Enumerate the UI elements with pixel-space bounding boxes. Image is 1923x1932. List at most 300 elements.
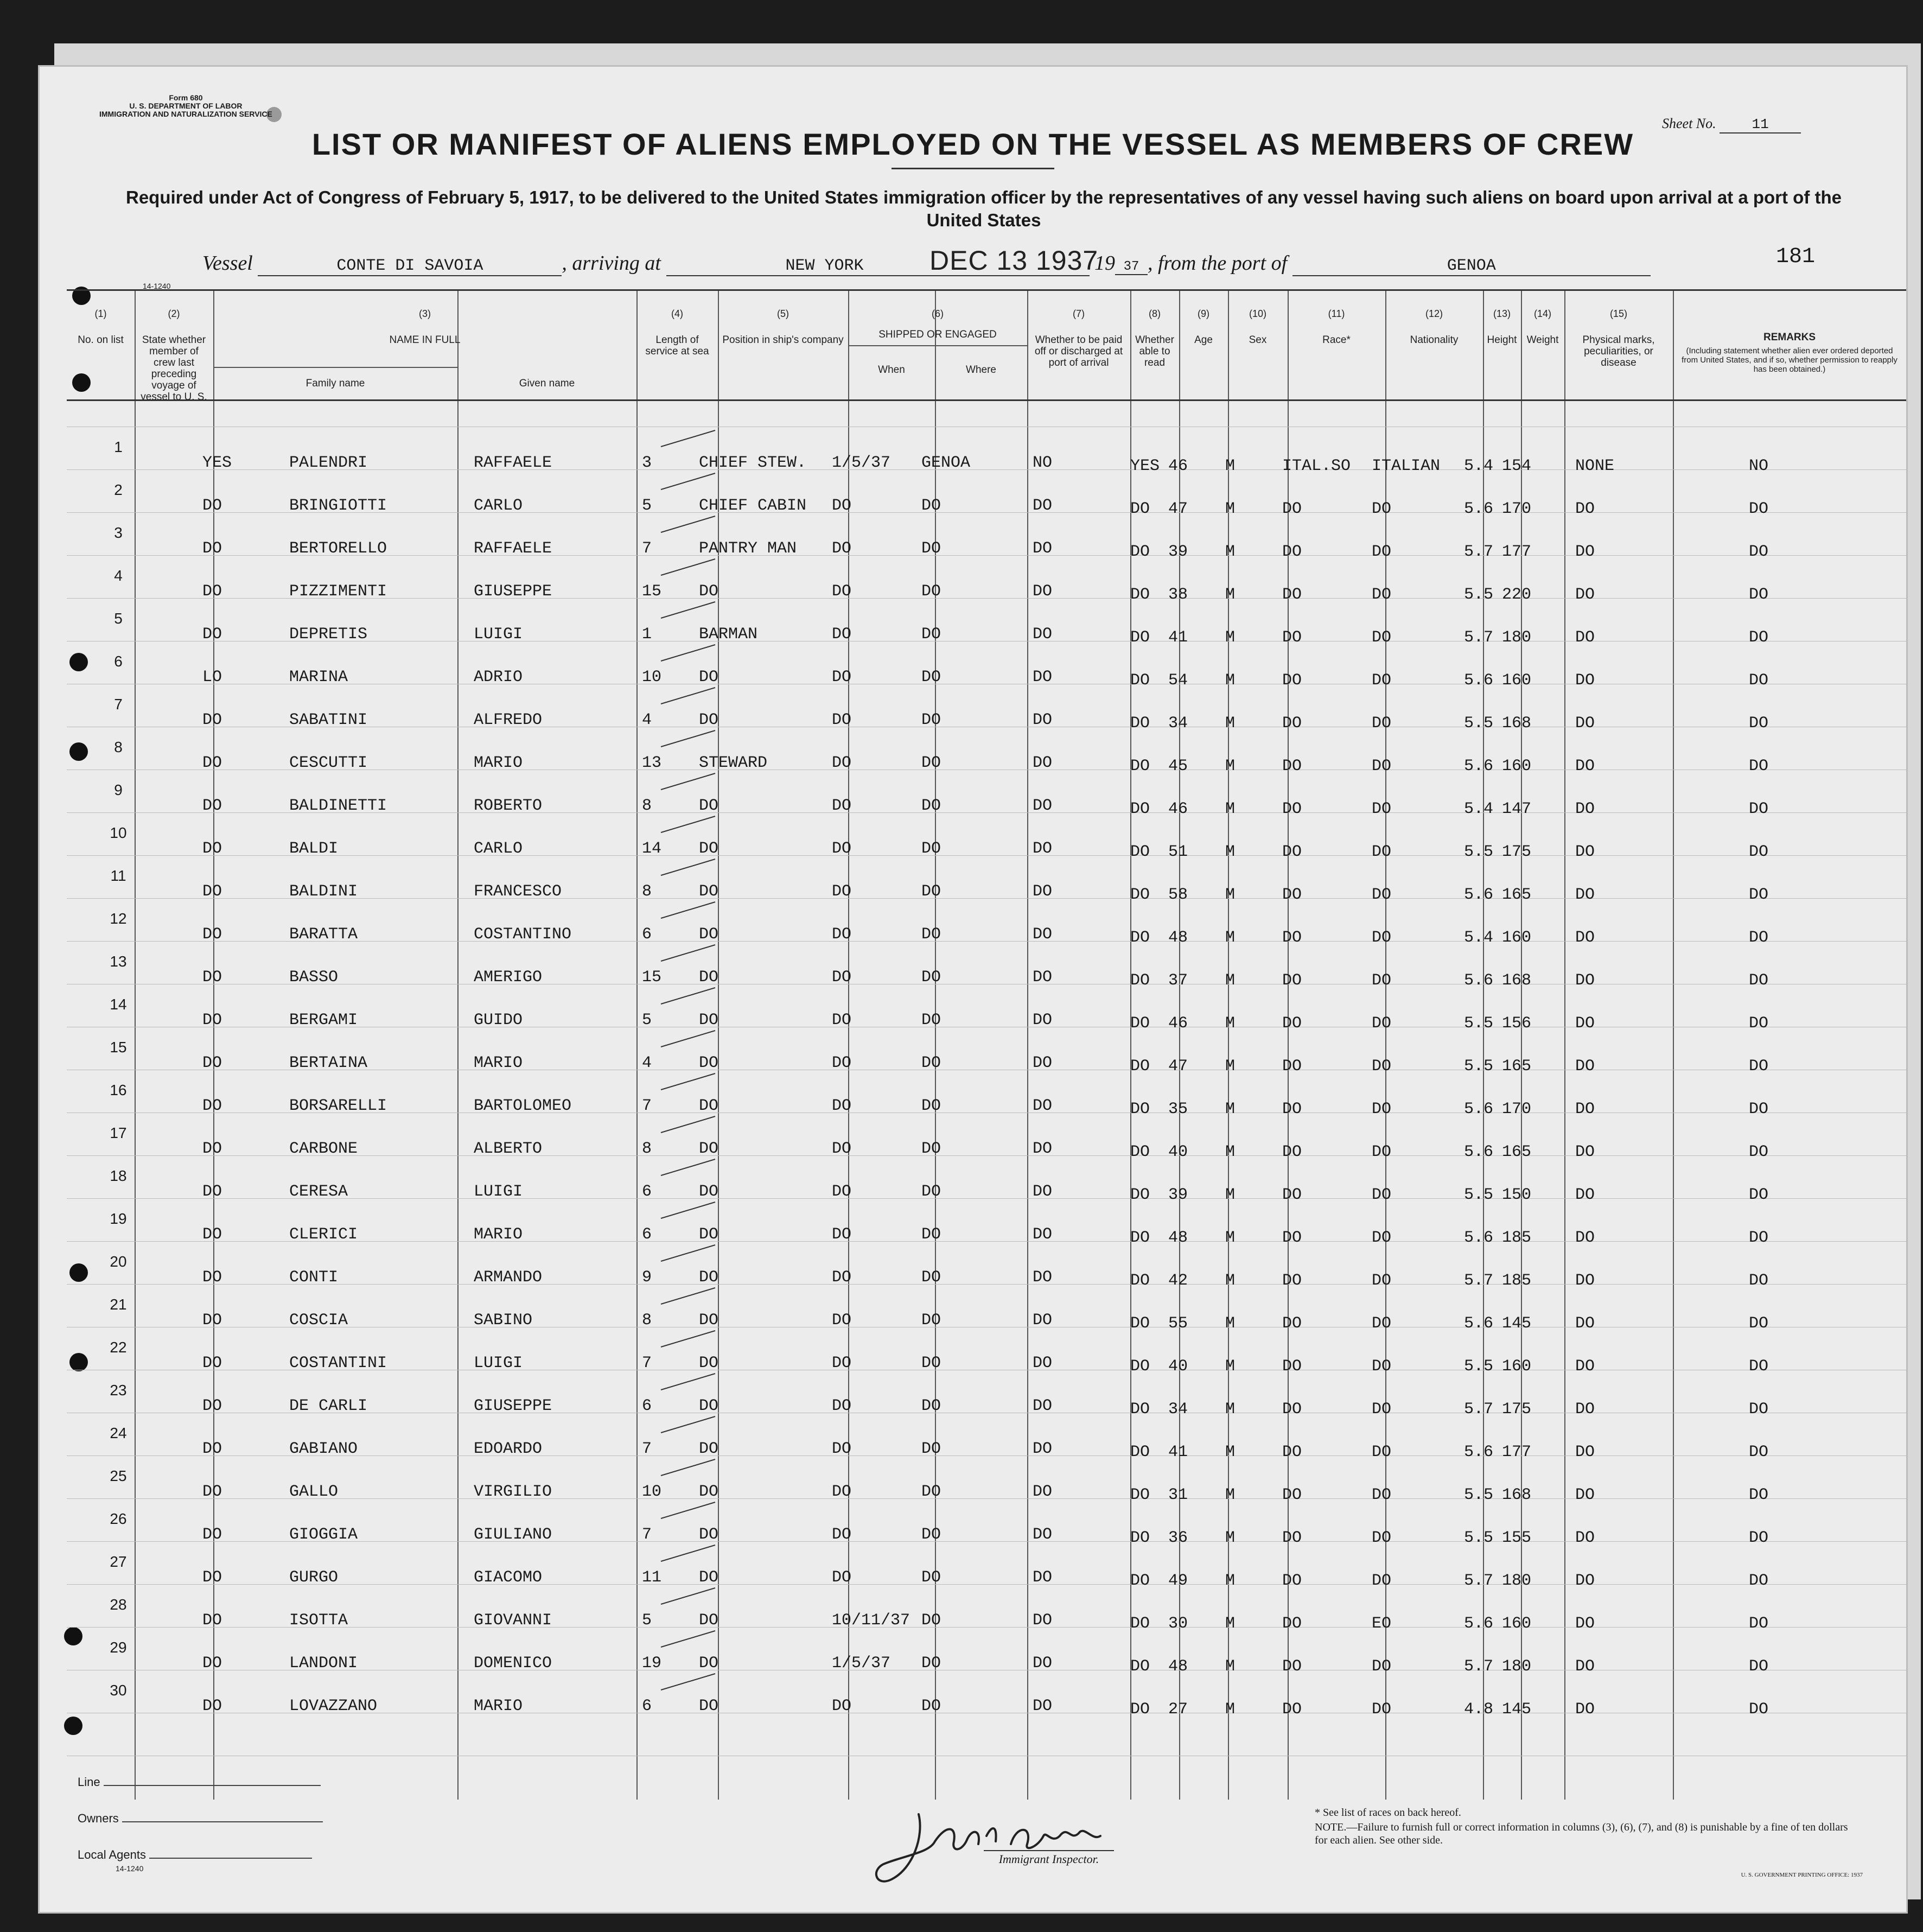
paid-cell: DO	[1033, 1483, 1053, 1501]
age-cell: 40	[1168, 1357, 1188, 1376]
col-race-header-number: (11)	[1328, 308, 1345, 319]
from-label: , from the port of	[1148, 252, 1288, 275]
col-remarks-header: REMARKS	[1763, 332, 1816, 343]
col-no-header-number: (1)	[94, 308, 107, 319]
height-cell: 5.5	[1464, 714, 1494, 733]
age-cell: 46	[1168, 800, 1188, 818]
given-name-cell: ADRIO	[474, 668, 523, 687]
position-cell: DO	[699, 968, 719, 987]
physical-cell: DO	[1575, 628, 1595, 647]
sex-cell: M	[1225, 671, 1236, 690]
col-family-name-header: Family name	[305, 378, 365, 389]
position-cell: PANTRY MAN	[699, 539, 797, 558]
family-name-cell: CARBONE	[289, 1140, 358, 1158]
nationality-cell: DO	[1372, 500, 1392, 518]
length-cell: 6	[642, 1697, 652, 1715]
printing-office: U. S. GOVERNMENT PRINTING OFFICE: 1937	[1741, 1872, 1863, 1878]
column-divider	[1673, 291, 1674, 1800]
length-cell: 15	[642, 968, 662, 987]
age-cell: 38	[1168, 586, 1188, 604]
weight-cell: 170	[1502, 1100, 1532, 1118]
nationality-cell: DO	[1372, 1057, 1392, 1076]
agents-label: Local Agents	[78, 1848, 146, 1861]
remarks-cell: DO	[1749, 1143, 1769, 1161]
nationality-cell: DO	[1372, 800, 1392, 818]
given-name-cell: LUIGI	[474, 1354, 523, 1372]
position-cell: DO	[699, 1526, 719, 1544]
age-cell: 41	[1168, 1443, 1188, 1461]
remarks-cell: DO	[1749, 671, 1769, 690]
col-height-header: Height	[1487, 334, 1517, 346]
sex-cell: M	[1225, 714, 1236, 733]
height-cell: 5.4	[1464, 457, 1494, 475]
when-cell: DO	[832, 582, 852, 601]
sex-cell: M	[1225, 1657, 1236, 1676]
position-cell: DO	[699, 925, 719, 944]
nationality-cell: DO	[1372, 1314, 1392, 1333]
when-cell: DO	[832, 797, 852, 815]
family-name-cell: MARINA	[289, 668, 348, 687]
length-cell: 14	[642, 840, 662, 858]
remarks-cell: DO	[1749, 1400, 1769, 1419]
col-weight-header-number: (14)	[1533, 308, 1551, 319]
remarks-cell: DO	[1749, 1314, 1769, 1333]
check-mark-icon	[658, 1414, 718, 1435]
age-cell: 51	[1168, 843, 1188, 861]
weight-cell: 165	[1502, 886, 1532, 904]
title-rule	[892, 168, 1054, 169]
height-cell: 5.6	[1464, 1143, 1494, 1161]
row-number: 9	[114, 781, 123, 798]
when-cell: DO	[832, 1054, 852, 1072]
read-cell: DO	[1130, 1443, 1150, 1461]
where-cell: DO	[921, 582, 941, 601]
sex-cell: M	[1225, 457, 1236, 475]
state-cell: DO	[202, 1440, 222, 1458]
row-number: 4	[114, 567, 123, 584]
physical-cell: DO	[1575, 500, 1595, 518]
state-cell: DO	[202, 882, 222, 901]
race-cell: DO	[1282, 1314, 1302, 1333]
header-divider	[67, 399, 1906, 401]
col-name-header-number: (3)	[419, 308, 431, 319]
column-divider	[636, 291, 638, 1800]
family-name-cell: ISOTTA	[289, 1611, 348, 1630]
state-cell: DO	[202, 711, 222, 729]
state-cell: DO	[202, 497, 222, 515]
age-cell: 48	[1168, 929, 1188, 947]
read-cell: DO	[1130, 671, 1150, 690]
sex-cell: M	[1225, 1057, 1236, 1076]
nationality-cell: DO	[1372, 714, 1392, 733]
paid-cell: DO	[1033, 1183, 1053, 1201]
nationality-cell: EO	[1372, 1615, 1392, 1633]
remarks-cell: DO	[1749, 1057, 1769, 1076]
age-cell: 31	[1168, 1486, 1188, 1504]
paid-cell: DO	[1033, 1568, 1053, 1587]
sex-cell: M	[1225, 1314, 1236, 1333]
race-cell: DO	[1282, 1615, 1302, 1633]
physical-cell: DO	[1575, 1057, 1595, 1076]
given-name-cell: MARIO	[474, 1697, 523, 1715]
sex-cell: M	[1225, 628, 1236, 647]
vessel-label: Vessel	[202, 252, 253, 275]
col-sex-header-number: (10)	[1249, 308, 1266, 319]
given-name-cell: BARTOLOMEO	[474, 1097, 572, 1115]
col-weight-header: Weight	[1526, 334, 1559, 346]
nationality-cell: DO	[1372, 929, 1392, 947]
weight-cell: 185	[1502, 1229, 1532, 1247]
physical-cell: DO	[1575, 1486, 1595, 1504]
sex-cell: M	[1225, 800, 1236, 818]
height-cell: 5.5	[1464, 1014, 1494, 1033]
length-cell: 6	[642, 1183, 652, 1201]
row-number: 12	[110, 910, 127, 927]
paid-cell: DO	[1033, 668, 1053, 687]
age-cell: 47	[1168, 500, 1188, 518]
sex-cell: M	[1225, 1100, 1236, 1118]
state-cell: DO	[202, 1654, 222, 1673]
line-field	[104, 1785, 321, 1786]
paid-cell: DO	[1033, 968, 1053, 987]
paid-cell: DO	[1033, 754, 1053, 772]
nationality-cell: DO	[1372, 1572, 1392, 1590]
given-name-cell: GIOVANNI	[474, 1611, 552, 1630]
race-cell: DO	[1282, 586, 1302, 604]
when-cell: 10/11/37	[832, 1611, 910, 1630]
where-cell: DO	[921, 497, 941, 515]
length-cell: 15	[642, 582, 662, 601]
family-name-cell: PALENDRI	[289, 454, 368, 472]
race-cell: DO	[1282, 500, 1302, 518]
length-cell: 10	[642, 668, 662, 687]
from-port: GENOA	[1292, 257, 1651, 276]
when-cell: DO	[832, 539, 852, 558]
read-cell: DO	[1130, 543, 1150, 561]
where-cell: DO	[921, 925, 941, 944]
row-rule	[67, 1498, 1906, 1499]
given-name-cell: MARIO	[474, 1225, 523, 1244]
state-cell: LO	[202, 668, 222, 687]
race-cell: DO	[1282, 1657, 1302, 1676]
given-name-cell: RAFFAELE	[474, 454, 552, 472]
weight-cell: 160	[1502, 757, 1532, 776]
check-mark-icon	[658, 1114, 718, 1135]
when-cell: DO	[832, 968, 852, 987]
remarks-cell: DO	[1749, 757, 1769, 776]
where-cell: DO	[921, 625, 941, 644]
form-code-top: 14-1240	[143, 282, 171, 290]
family-name-cell: BERTORELLO	[289, 539, 387, 558]
read-cell: DO	[1130, 1229, 1150, 1247]
position-cell: DO	[699, 1697, 719, 1715]
sheet-number-label: Sheet No.	[1662, 116, 1716, 131]
nationality-cell: DO	[1372, 1657, 1392, 1676]
read-cell: DO	[1130, 1014, 1150, 1033]
row-number: 20	[110, 1253, 127, 1270]
age-cell: 55	[1168, 1314, 1188, 1333]
read-cell: DO	[1130, 1357, 1150, 1376]
length-cell: 4	[642, 1054, 652, 1072]
given-name-cell: GIULIANO	[474, 1526, 552, 1544]
remarks-cell: DO	[1749, 971, 1769, 990]
where-cell: DO	[921, 1440, 941, 1458]
row-number: 22	[110, 1339, 127, 1356]
length-cell: 8	[642, 797, 652, 815]
read-cell: DO	[1130, 586, 1150, 604]
age-cell: 48	[1168, 1657, 1188, 1676]
where-cell: DO	[921, 539, 941, 558]
row-number: 5	[114, 610, 123, 627]
when-cell: DO	[832, 1483, 852, 1501]
col-age-header: Age	[1194, 334, 1213, 346]
row-number: 24	[110, 1425, 127, 1441]
row-number: 26	[110, 1510, 127, 1527]
age-cell: 36	[1168, 1529, 1188, 1547]
read-cell: DO	[1130, 714, 1150, 733]
state-cell: DO	[202, 1183, 222, 1201]
paid-cell: DO	[1033, 1611, 1053, 1630]
paid-cell: DO	[1033, 1225, 1053, 1244]
col-read-header: Whether able to read	[1135, 334, 1174, 368]
race-cell: DO	[1282, 757, 1302, 776]
row-number: 21	[110, 1296, 127, 1313]
weight-cell: 145	[1502, 1314, 1532, 1333]
state-cell: DO	[202, 1054, 222, 1072]
check-mark-icon	[658, 428, 718, 449]
family-name-cell: BALDINI	[289, 882, 358, 901]
state-cell: DO	[202, 1225, 222, 1244]
when-cell: DO	[832, 840, 852, 858]
state-cell: DO	[202, 1697, 222, 1715]
height-cell: 5.7	[1464, 543, 1494, 561]
sex-cell: M	[1225, 1272, 1236, 1290]
paid-cell: DO	[1033, 882, 1053, 901]
sex-cell: M	[1225, 1357, 1236, 1376]
race-cell: DO	[1282, 1057, 1302, 1076]
when-cell: DO	[832, 668, 852, 687]
race-cell: DO	[1282, 1572, 1302, 1590]
where-cell: DO	[921, 1183, 941, 1201]
given-name-cell: GUIDO	[474, 1011, 523, 1029]
physical-cell: DO	[1575, 886, 1595, 904]
state-cell: DO	[202, 1526, 222, 1544]
paid-cell: DO	[1033, 497, 1053, 515]
col-state-header: State whether member of crew last preceding voyage of vessel to U. S.	[141, 334, 207, 403]
when-cell: DO	[832, 625, 852, 644]
physical-cell: DO	[1575, 1700, 1595, 1719]
inspector-signature-block	[854, 1793, 1136, 1901]
height-cell: 5.5	[1464, 1486, 1494, 1504]
check-mark-icon	[658, 599, 718, 621]
read-cell: DO	[1130, 1272, 1150, 1290]
row-number: 8	[114, 739, 123, 755]
col-shipped-header: SHIPPED OR ENGAGED	[878, 329, 997, 340]
race-cell: DO	[1282, 929, 1302, 947]
length-cell: 8	[642, 1311, 652, 1330]
length-cell: 19	[642, 1654, 662, 1673]
nationality-cell: DO	[1372, 671, 1392, 690]
height-cell: 5.6	[1464, 500, 1494, 518]
date-stamp: DEC 13 1937	[929, 245, 1099, 276]
check-mark-icon	[658, 1328, 718, 1350]
check-mark-icon	[658, 471, 718, 492]
state-cell: DO	[202, 582, 222, 601]
read-cell: DO	[1130, 800, 1150, 818]
height-cell: 5.5	[1464, 1186, 1494, 1204]
where-cell: DO	[921, 1225, 941, 1244]
nationality-cell: DO	[1372, 1357, 1392, 1376]
where-cell: DO	[921, 1311, 941, 1330]
age-cell: 48	[1168, 1229, 1188, 1247]
year-prefix: 19	[1094, 252, 1115, 275]
family-name-cell: BERTAINA	[289, 1054, 368, 1072]
paid-cell: DO	[1033, 625, 1053, 644]
position-cell: DO	[699, 1225, 719, 1244]
physical-cell: DO	[1575, 1186, 1595, 1204]
family-name-cell: CONTI	[289, 1268, 339, 1287]
row-number: 14	[110, 996, 127, 1013]
physical-cell: DO	[1575, 1443, 1595, 1461]
age-cell: 49	[1168, 1572, 1188, 1590]
length-cell: 5	[642, 1011, 652, 1029]
line-label: Line	[78, 1775, 100, 1789]
col-position-header-number: (5)	[777, 308, 789, 319]
form-info	[99, 94, 272, 118]
paid-cell: DO	[1033, 1268, 1053, 1287]
given-name-cell: VIRGILIO	[474, 1483, 552, 1501]
row-number: 7	[114, 696, 123, 713]
paid-cell: DO	[1033, 1654, 1053, 1673]
row-number: 6	[114, 653, 123, 670]
weight-cell: 185	[1502, 1272, 1532, 1290]
nationality-cell: DO	[1372, 586, 1392, 604]
family-name-cell: PIZZIMENTI	[289, 582, 387, 601]
subheader-divider	[848, 345, 1027, 346]
height-cell: 5.4	[1464, 800, 1494, 818]
position-cell: DO	[699, 1611, 719, 1630]
family-name-cell: SABATINI	[289, 711, 368, 729]
weight-cell: 154	[1502, 457, 1532, 475]
remarks-cell: DO	[1749, 800, 1769, 818]
given-name-cell: LUIGI	[474, 625, 523, 644]
remarks-cell: DO	[1749, 1615, 1769, 1633]
paid-cell: DO	[1033, 711, 1053, 729]
when-cell: DO	[832, 1311, 852, 1330]
given-name-cell: SABINO	[474, 1311, 533, 1330]
weight-cell: 160	[1502, 929, 1532, 947]
nationality-cell: DO	[1372, 1443, 1392, 1461]
check-mark-icon	[658, 856, 718, 878]
physical-cell: DO	[1575, 671, 1595, 690]
family-name-cell: COSTANTINI	[289, 1354, 387, 1372]
weight-cell: 177	[1502, 543, 1532, 561]
row-number: 23	[110, 1382, 127, 1399]
read-cell: DO	[1130, 1657, 1150, 1676]
read-cell: DO	[1130, 1529, 1150, 1547]
height-cell: 5.6	[1464, 1100, 1494, 1118]
check-mark-icon	[658, 513, 718, 535]
nationality-cell: DO	[1372, 1229, 1392, 1247]
when-cell: DO	[832, 711, 852, 729]
sex-cell: M	[1225, 543, 1236, 561]
col-race-header: Race*	[1322, 334, 1351, 346]
when-cell: DO	[832, 1697, 852, 1715]
col-nationality-header-number: (12)	[1425, 308, 1443, 319]
where-cell: DO	[921, 1611, 941, 1630]
height-cell: 5.7	[1464, 1657, 1494, 1676]
nationality-cell: DO	[1372, 757, 1392, 776]
when-cell: DO	[832, 882, 852, 901]
page-title: LIST OR MANIFEST OF ALIENS EMPLOYED ON THE VESSEL AS MEMBERS OF CREW	[311, 127, 1634, 161]
nationality-cell: ITALIAN	[1372, 457, 1441, 475]
where-cell: DO	[921, 668, 941, 687]
weight-cell: 160	[1502, 1615, 1532, 1633]
given-name-cell: GIACOMO	[474, 1568, 543, 1587]
given-name-cell: CARLO	[474, 497, 523, 515]
check-mark-icon	[658, 985, 718, 1007]
physical-cell: DO	[1575, 843, 1595, 861]
state-cell: DO	[202, 797, 222, 815]
sex-cell: M	[1225, 586, 1236, 604]
check-mark-icon	[658, 642, 718, 664]
given-name-cell: ROBERTO	[474, 797, 543, 815]
sex-cell: M	[1225, 1486, 1236, 1504]
remarks-cell: DO	[1749, 1700, 1769, 1719]
length-cell: 5	[642, 497, 652, 515]
nationality-cell: DO	[1372, 1529, 1392, 1547]
height-cell: 5.4	[1464, 929, 1494, 947]
state-cell: DO	[202, 1140, 222, 1158]
row-number: 16	[110, 1082, 127, 1098]
length-cell: 7	[642, 1097, 652, 1115]
nationality-cell: DO	[1372, 1272, 1392, 1290]
row-number: 27	[110, 1553, 127, 1570]
nationality-cell: DO	[1372, 1186, 1392, 1204]
crew-table	[67, 289, 1906, 1800]
age-cell: 42	[1168, 1272, 1188, 1290]
col-name-header: NAME IN FULL	[389, 334, 461, 346]
length-cell: 10	[642, 1483, 662, 1501]
sex-cell: M	[1225, 1615, 1236, 1633]
age-cell: 30	[1168, 1615, 1188, 1633]
where-cell: DO	[921, 1140, 941, 1158]
family-name-cell: BERGAMI	[289, 1011, 358, 1029]
physical-cell: DO	[1575, 1400, 1595, 1419]
when-cell: 1/5/37	[832, 454, 891, 472]
length-cell: 6	[642, 1225, 652, 1244]
weight-cell: 165	[1502, 1143, 1532, 1161]
remarks-cell: NO	[1749, 457, 1769, 475]
when-cell: DO	[832, 1097, 852, 1115]
remarks-cell: DO	[1749, 1572, 1769, 1590]
weight-cell: 180	[1502, 628, 1532, 647]
agents-field	[149, 1858, 312, 1859]
height-cell: 5.6	[1464, 1615, 1494, 1633]
where-cell: DO	[921, 1654, 941, 1673]
family-name-cell: BARATTA	[289, 925, 358, 944]
physical-cell: DO	[1575, 1014, 1595, 1033]
weight-cell: 160	[1502, 1357, 1532, 1376]
check-mark-icon	[658, 1071, 718, 1092]
race-cell: DO	[1282, 1700, 1302, 1719]
state-cell: DO	[202, 1354, 222, 1372]
sex-cell: M	[1225, 971, 1236, 990]
row-number: 3	[114, 524, 123, 541]
race-cell: DO	[1282, 971, 1302, 990]
race-cell: DO	[1282, 628, 1302, 647]
read-cell: DO	[1130, 1100, 1150, 1118]
